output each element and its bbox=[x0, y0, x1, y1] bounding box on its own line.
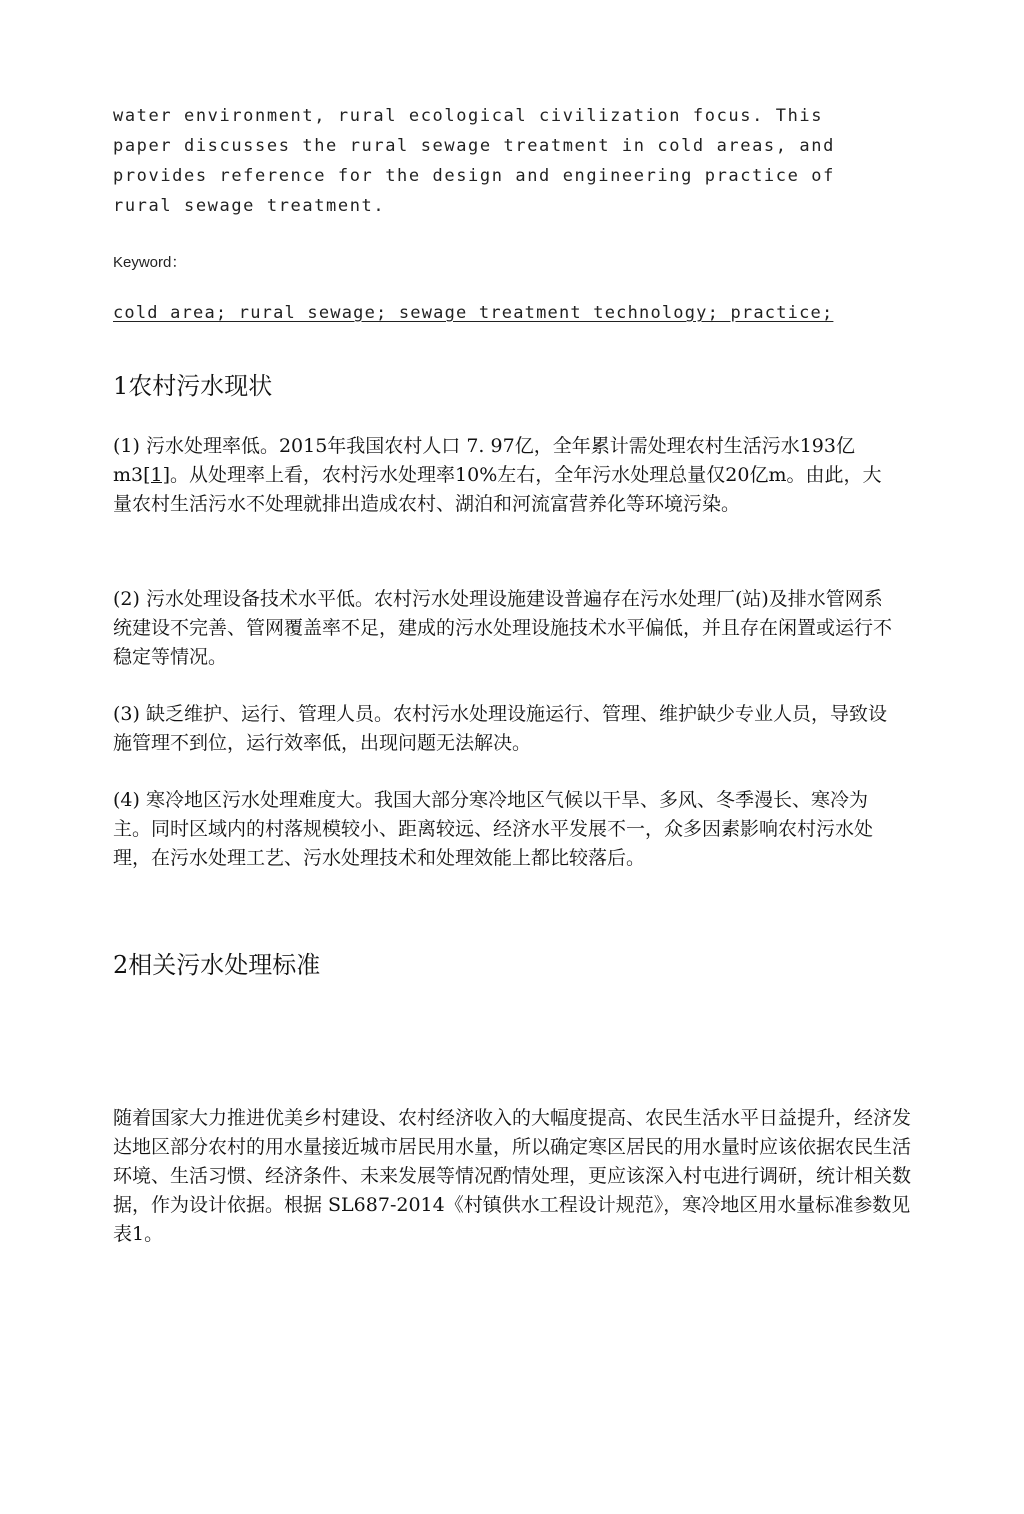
section-2-heading: 2相关污水处理标准 bbox=[113, 951, 321, 979]
section-1-paragraph-3: (3) 缺乏维护、运行、管理人员。农村污水处理设施运行、管理、维护缺少专业人员，导致设施管理不到位，运行效率低，出现问题无法解决。 bbox=[113, 703, 887, 754]
section-1-paragraph-4: (4) 寒冷地区污水处理难度大。我国大部分寒冷地区气候以干旱、多风、冬季漫长、寒冷为主。同时区域内的村落规模较小、距离较远、经济水平发展不一，众多因素影响农村污水处理，在污水处理工艺、污水处理技术和处理效能上都比较落后。 bbox=[113, 789, 874, 869]
abstract-text: water environment, rural ecological civilization focus. This paper discusses the rural sewage treatment in cold areas, and provides reference for the design and engineering practice of rural sewage treatment. bbox=[113, 106, 835, 216]
paragraph-text: (1) 污水处理率低。2015年我国农村人口 7. 97亿，全年累计需处理农村生活污水193亿m3 bbox=[113, 435, 855, 486]
keyword-label: Keyword： bbox=[113, 254, 187, 271]
section-1-heading: 1农村污水现状 bbox=[113, 372, 273, 400]
paragraph-text: 。从处理率上看，农村污水处理率10%左右，全年污水处理总量仅20亿m。由此，大量农村生活污水不处理就排出造成农村、湖泊和河流富营养化等环境污染。 bbox=[113, 464, 882, 515]
section-1-paragraph-1 bbox=[113, 432, 893, 519]
citation-link[interactable]: [1] bbox=[143, 464, 171, 486]
keywords-list[interactable]: cold area; rural sewage; sewage treatment technology; practice; bbox=[113, 303, 834, 323]
section-2-paragraph-1: 随着国家大力推进优美乡村建设、农村经济收入的大幅度提高、农民生活水平日益提升，经济发达地区部分农村的用水量接近城市居民用水量，所以确定寒区居民的用水量时应该依据农民生活环境、生活习惯、经济条件、未来发展等情况酌情处理，更应该深入村屯进行调研，统计相关数据，作为设计依据。根据 SL687-2014《村镇供水工程设计规范》，寒冷地区用水量标准参数见表1。 bbox=[113, 1107, 912, 1245]
section-1-paragraph-2: (2) 污水处理设备技术水平低。农村污水处理设施建设普遍存在污水处理厂(站)及排水管网系统建设不完善、管网覆盖率不足，建成的污水处理设施技术水平偏低，并且存在闲置或运行不稳定等情况。 bbox=[113, 588, 893, 668]
